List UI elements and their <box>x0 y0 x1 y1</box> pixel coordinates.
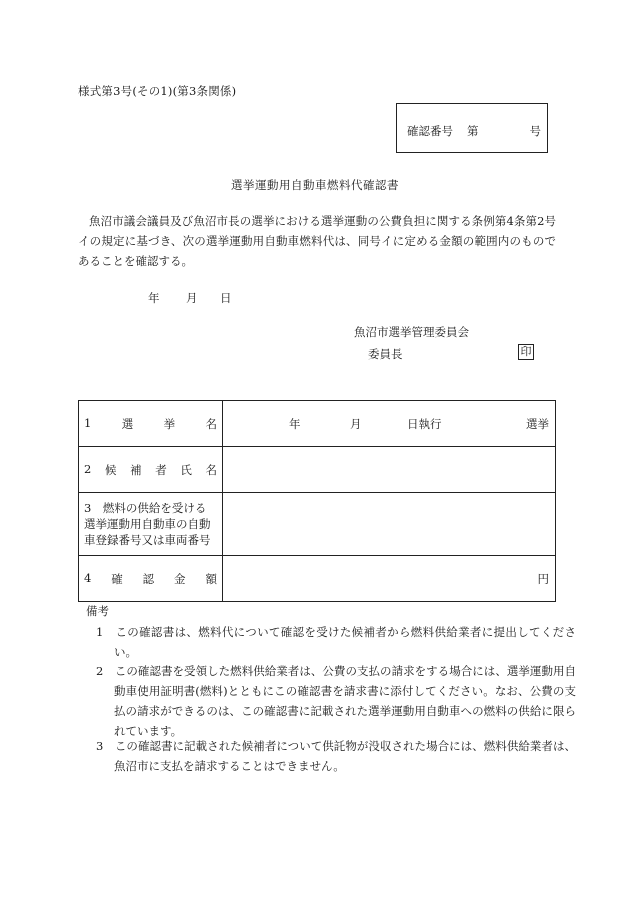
form-number: 様式第3号(その1)(第3条関係) <box>78 84 237 98</box>
amount-unit: 円 <box>537 571 549 586</box>
vehicle-registration-label: 3 燃料の供給を受ける選挙運動用自動車の自動車登録番号又は車両番号 <box>79 493 223 556</box>
confirmed-amount-value[interactable] <box>223 556 556 602</box>
candidate-name-value[interactable] <box>223 447 556 493</box>
body-paragraph: 魚沼市議会議員及び魚沼市長の選挙における選挙運動の公費負担に関する条例第4条第2号イの規定に基づき、次の選挙運動用自動車燃料代は、同号イに定める金額の範囲内のものであることを確認する。 <box>78 214 556 268</box>
candidate-name-label: 2 候 補 者 氏 名 <box>79 447 223 493</box>
confirmation-number-dai: 第 <box>467 124 479 138</box>
election-name-value[interactable] <box>223 401 556 447</box>
table-row-vehicle <box>79 493 556 556</box>
confirmed-amount-label: 4 確 認 金 額 <box>79 556 223 602</box>
election-year-label: 年 <box>289 417 301 431</box>
election-execution-label: 日執行 <box>407 417 442 431</box>
note-item: 1 この確認書は、燃料代について確認を受けた候補者から燃料供給業者に提出してください。 <box>96 625 576 659</box>
info-table <box>78 400 556 602</box>
election-month-label: 月 <box>350 417 362 431</box>
confirmation-number-label: 確認番号 <box>407 124 453 138</box>
date-month: 月 <box>186 291 198 305</box>
seal-mark: 印 <box>518 344 534 360</box>
note-item: 2 この確認書を受領した燃料供給業者は、公費の支払の請求をする場合には、選挙運動用自動車使用証明書(燃料)とともにこの確認書を請求書に添付してください。なお、公費の支払の請求ができるのは、この確認書に記載された選挙運動用自動車への燃料の供給に限られています。 <box>96 664 576 738</box>
chair-title: 委員長 <box>368 347 403 361</box>
confirmation-number-box <box>396 103 548 153</box>
committee-name: 魚沼市選挙管理委員会 <box>354 325 469 339</box>
election-name-label: 1 選 挙 名 <box>79 401 223 447</box>
notes-title: 備考 <box>86 604 109 618</box>
date-day: 日 <box>220 291 232 305</box>
note-item: 3 この確認書に記載された候補者について供託物が没収された場合には、燃料供給業者は、魚沼市に支払を請求することはできません。 <box>96 739 576 773</box>
table-row-candidate <box>79 447 556 493</box>
vehicle-registration-value[interactable] <box>223 493 556 556</box>
confirmation-number-go: 号 <box>529 124 541 138</box>
date-year: 年 <box>148 291 160 305</box>
election-suffix-label: 選挙 <box>526 417 549 431</box>
table-row-election <box>79 401 556 447</box>
document-title: 選挙運動用自動車燃料代確認書 <box>231 178 399 192</box>
table-row-amount <box>79 556 556 602</box>
